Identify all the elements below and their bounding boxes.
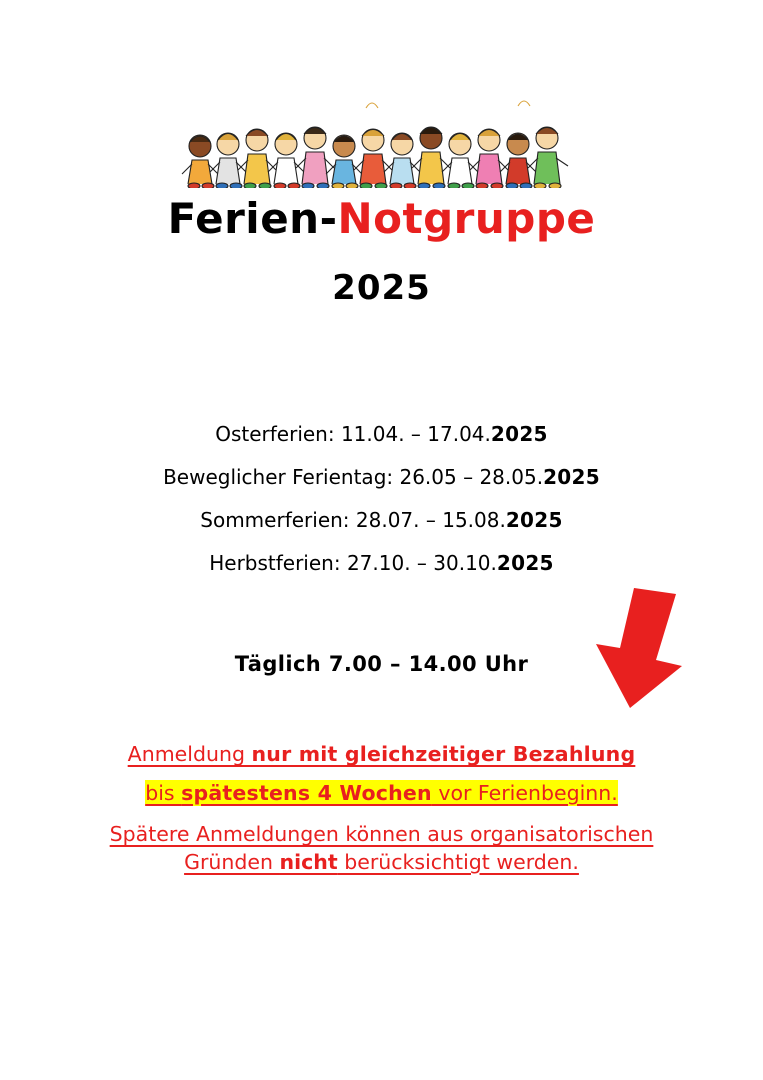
page-title-black: Ferien- [167, 194, 338, 243]
date-label: Herbstferien: 27.10. – 30.10. [209, 551, 497, 575]
page-title [0, 196, 763, 242]
list-item [0, 424, 763, 444]
page-title-year: 2025 [332, 268, 431, 308]
date-year: 2025 [505, 508, 563, 532]
notice-line-2 [0, 780, 763, 805]
date-label: Beweglicher Ferientag: 26.05 – 28.05. [163, 465, 544, 489]
date-label: Sommerferien: 28.07. – 15.08. [200, 508, 506, 532]
opening-hours: Täglich 7.00 – 14.00 Uhr [234, 652, 529, 676]
notice-paragraph [82, 821, 682, 876]
notice-line-4-end: berücksichtigt werden. [337, 849, 579, 874]
date-year: 2025 [490, 422, 548, 446]
list-item [0, 510, 763, 530]
date-year: 2025 [543, 465, 600, 489]
children-row-illustration [178, 88, 582, 188]
notice-line-1 [0, 744, 763, 765]
date-year: 2025 [496, 551, 554, 575]
page-title-red: Notgruppe [337, 194, 596, 243]
notice-line-1-bold: nur mit gleichzeitiger Bezahlung [251, 742, 636, 766]
notice-line-1-plain: Anmeldung [127, 742, 252, 766]
list-item [0, 467, 763, 487]
notice-line-3: Spätere Anmeldungen können aus organisatorischen [109, 822, 654, 846]
list-item [0, 553, 763, 573]
red-down-arrow-icon [590, 588, 686, 708]
notice-line-4-bold: nicht [279, 849, 338, 874]
registration-notice [0, 744, 763, 876]
notice-line-2-plain-start: bis [145, 780, 182, 805]
date-label: Osterferien: 11.04. – 17.04. [215, 422, 491, 446]
holiday-dates-list [0, 424, 763, 596]
notice-line-4-start: Gründen [184, 849, 280, 874]
notice-line-2-bold: spätestens 4 Wochen [181, 780, 432, 805]
notice-line-2-plain-end: vor Ferienbeginn. [431, 780, 618, 805]
